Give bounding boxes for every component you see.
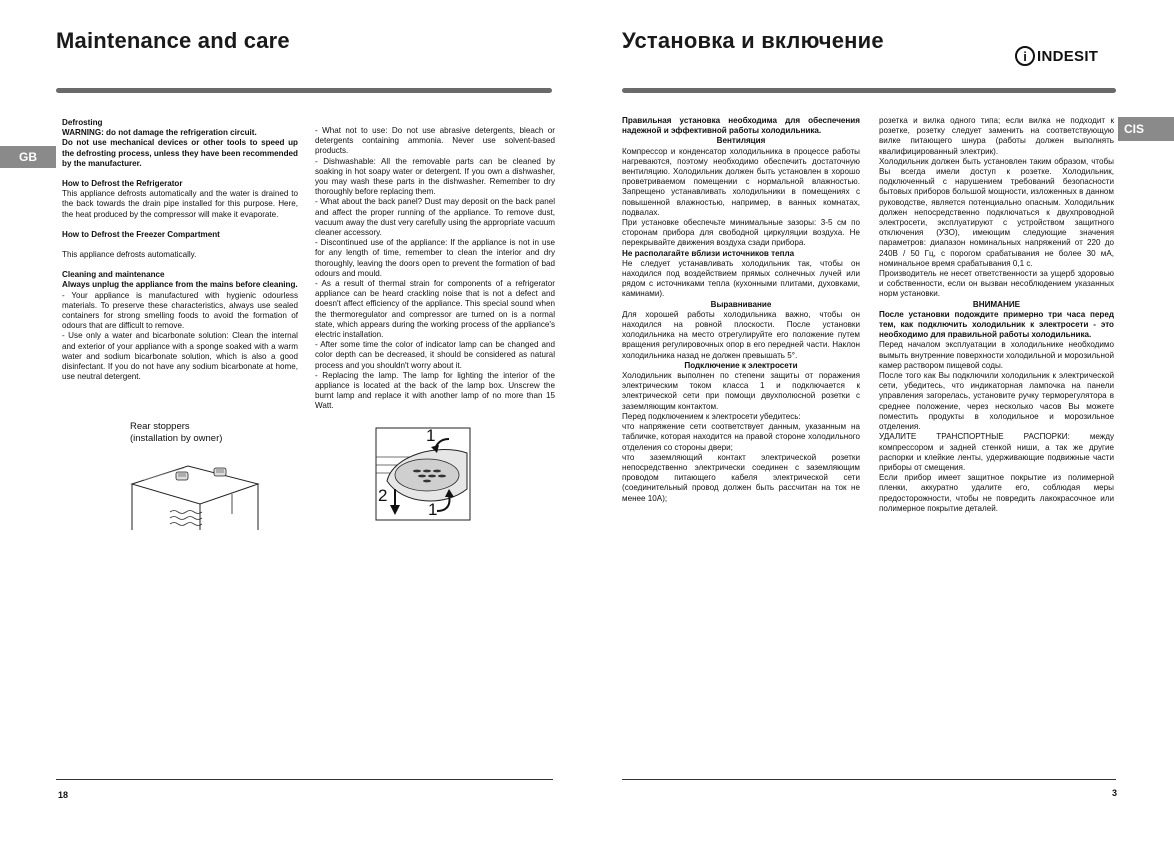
rear-stoppers-caption-line1: Rear stoppers bbox=[130, 421, 190, 432]
electric-connection-heading: Подключение к электросети bbox=[684, 360, 798, 370]
electric-connection-text: Холодильник выполнен по степени защиты от поражения электрическим током класса 1 и подключается к электрической сети при помощи двухполюсной розетки с заземляющим контактом. bbox=[622, 371, 860, 411]
heat-sources-text: Не следует устанавливать холодильник так, чтобы он находился под воздействием прямых солнечных лучей или рядом с источниками тепла (кухонными плитами, духовками, каминами). bbox=[622, 258, 860, 299]
grounding-check-text: что заземляющий контакт электрической розетки непосредственно электрически соединен с заземляющим проводом питающего кабеля электрической сети (соединительный провод должен быть рассчитан на ток не менее 10А); bbox=[622, 452, 860, 503]
before-connecting-text: Перед подключением к электросети убедитесь: bbox=[622, 411, 801, 421]
rear-stoppers-illustration bbox=[130, 444, 260, 532]
unplug-text: Always unplug the appliance from the mains before cleaning. bbox=[62, 280, 298, 290]
installation-intro: Правильная установка необходима для обеспечения надежной и эффективной работы холодильника. bbox=[622, 116, 860, 136]
discontinued-use-text: - Discontinued use of the appliance: If the appliance is not in use for any length of time, remember to clean the interior and dry thoroughly, leaving the doors open to prevent the formation of bad odours and mould. bbox=[315, 238, 555, 278]
placement-text: Холодильник должен быть установлен таким образом, чтобы Вы всегда имели доступ к розетке. Холодильник, подключенный с нарушением требований безопасности бытовых приборов большой мощности, изложенных в данном руководстве, является потенциально опасным. Холодильник должен непосредственно подключаться к двухпроводной электросети, эксплуатируют с устройством защитного отключения (УЗО), имеющим следующие значения параметров: диапазон номинальных напряжений от 220 до 240В / 50 Гц, с порогом срабатывания не более 30 мА, номинальное время срабатывания 0,1 с. bbox=[879, 156, 1114, 268]
after-connect-text: После того как Вы подключили холодильник к электрической сети, убедитесь, что индикаторная лампочка на панели управления загорелась, установите ручку терморегулятора в среднее положение, через несколько часов Вы можете поместить продукты в холодильное и морозильное отделения. bbox=[879, 371, 1114, 432]
freezer-defrost-heading: How to Defrost the Freezer Compartment bbox=[62, 229, 220, 239]
leveling-text: Для хорошей работы холодильника важно, чтобы он находился на ровной плоскости. После установки холодильника на место отрегулируйте его положение путем вращения регулировочных опор в его передней части. Наклон холодильника назад не должен превышать 5°. bbox=[622, 309, 860, 360]
footer-rule-right bbox=[622, 779, 1116, 780]
fridge-defrost-heading: How to Defrost the Refrigerator bbox=[62, 179, 183, 189]
fridge-defrost-text: This appliance defrosts automatically and the water is drained to the back towards the drain pipe installed for this purpose. Here, the heat produced by the compressor will make it evaporate. bbox=[62, 189, 298, 219]
left-column-1 bbox=[62, 118, 298, 382]
indicator-lamp-color-text: - After some time the color of indicator lamp can be changed and color depth can be decreased, it should be considered as natural process and you shouldn't worry about it. bbox=[315, 340, 555, 370]
liability-text: Производитель не несет ответственности за ущерб здоровью и собственности, если он вызван несоблюдением указанных норм установки. bbox=[879, 269, 1114, 299]
lamp-step-1-top: 1 bbox=[426, 426, 436, 445]
stopper-right-icon bbox=[214, 468, 226, 476]
wash-interior-text: Перед началом эксплуатации в холодильнике необходимо вымыть внутренние поверхности холодильной и морозильной камер раствором пищевой соды. bbox=[879, 340, 1114, 370]
dishwashable-text: - Dishwashable: All the removable parts can be cleaned by soaking in hot soapy water or detergent. If you own a dishwasher, you may wash these parts in the dishwasher. Remember to dry thoroughly before replacing them. bbox=[315, 156, 555, 197]
wait-before-connect-text: После установки подождите примерно три часа перед тем, как подключить холодильник к электросети - это необходимо для правильной работы холодильника. bbox=[879, 309, 1114, 340]
indesit-logo bbox=[1015, 44, 1098, 68]
footer-rule-left bbox=[56, 779, 553, 780]
replacing-lamp-text: - Replacing the lamp. The lamp for lighting the interior of the appliance is located at the back of the lamp box. Unscrew the burnt lamp and replace it with another lamp of no more than 15 Watt. bbox=[315, 370, 555, 411]
left-column-2 bbox=[315, 126, 555, 412]
right-column-2 bbox=[879, 116, 1114, 514]
leveling-heading: Выравнивание bbox=[710, 299, 772, 309]
attention-heading: ВНИМАНИЕ bbox=[972, 299, 1021, 309]
freezer-defrost-text: This appliance defrosts automatically. bbox=[62, 250, 197, 260]
title-rule-left bbox=[56, 88, 552, 93]
title-rule-right bbox=[622, 88, 1116, 93]
lamp-step-2: 2 bbox=[378, 486, 388, 505]
stopper-left-icon bbox=[176, 472, 188, 480]
water-bicarbonate-text: - Use only a water and bicarbonate solution: Clean the internal and exterior of your appliance with a sponge soaked with a warm water and sodium bicarbonate solution, which is also a good disinfectant. If you do not have any sodium bicarbonate at home, use neutral detergent. bbox=[62, 331, 298, 382]
page-title-left: Maintenance and care bbox=[56, 28, 290, 53]
page-title-right: Установка и включение bbox=[622, 28, 884, 53]
ventilation-heading: Вентиляция bbox=[716, 136, 766, 146]
voltage-check-text: что напряжение сети соответствует данным, указанным на табличке, которая находится на правой стороне холодильного отделения со стороны двери; bbox=[622, 422, 860, 452]
hygienic-text: - Your appliance is manufactured with hygienic odourless materials. To preserve these characteristics, always use sealed containers for strong smelling foods to avoid the formation of odours that are difficult to remove. bbox=[62, 290, 298, 331]
cleaning-heading: Cleaning and maintenance bbox=[62, 270, 165, 280]
right-column-1 bbox=[622, 116, 860, 504]
warning-text: WARNING: do not damage the refrigeration circuit. bbox=[62, 128, 257, 138]
indesit-logo-icon: i bbox=[1015, 46, 1035, 66]
ventilation-text: Компрессор и конденсатор холодильника в процессе работы нагреваются, поэтому необходимо обеспечить достаточную вентиляцию. Холодильник должен быть установлен в хорошо проветриваемом помещении с нормальной влажностью. Запрещено устанавливать холодильники в помещениях с повышенной влажностью, например, в ванных комнатах, подвалах. bbox=[622, 146, 860, 217]
lamp-step-1-bottom: 1 bbox=[428, 500, 438, 519]
thermal-strain-text: - As a result of thermal strain for components of a refrigerator appliance can be heard crackling noise that is not a defect and doesn't affect efficiency of the appliance. This special sound when the thermoregulator and compressor are turned on is a normal state, which appears during the working process of the appliance's electric installation. bbox=[315, 279, 555, 340]
rear-stoppers-caption bbox=[130, 421, 222, 444]
language-tab-gb: GB bbox=[0, 146, 56, 168]
plug-socket-text: розетка и вилка одного типа; если вилка не подходит к розетке, розетку следует заменить на соответствующую вилке питающего шнура (работы должен выполнять квалифицированный электрик). bbox=[879, 116, 1114, 156]
rear-stoppers-caption-line2: (installation by owner) bbox=[130, 432, 223, 444]
back-panel-text: - What about the back panel? Dust may deposit on the back panel and affect the proper running of the appliance. To remove dust, vacuum away the dust very carefully using the appropriate vacuum cleaner accessory. bbox=[315, 197, 555, 238]
gaps-text: При установке обеспечьте минимальные зазоры: 3-5 см по сторонам прибора для свободной циркуляции воздуха. Не перекрывайте движения воздуха сзади прибора. bbox=[622, 218, 860, 248]
language-tab-cis: CIS bbox=[1118, 117, 1174, 141]
indesit-logo-text: INDESIT bbox=[1037, 47, 1099, 65]
remove-spacers-text: УДАЛИТЕ ТРАНСПОРТНЫЕ РАСПОРКИ: между компрессором и задней стенкой ниши, а так же другие распорки и клейкие ленты, удерживающие подвижные части приборы от смещения. bbox=[879, 432, 1114, 472]
protective-film-text: Если прибор имеет защитное покрытие из полимерной пленки, аккуратно удалите его, соблюдая меры предосторожности, чтобы не повредить лакокрасочное или полимерное покрытие деталей. bbox=[879, 473, 1114, 513]
what-not-to-use-text: - What not to use: Do not use abrasive detergents, bleach or detergents containing ammonia. Never use solvent-based products. bbox=[315, 126, 555, 156]
page-number-left: 18 bbox=[58, 790, 69, 800]
page-number-right: 3 bbox=[1112, 788, 1118, 798]
lamp-replacement-illustration bbox=[375, 427, 471, 521]
no-mechanical-text: Do not use mechanical devices or other tools to speed up the defrosting process, unless they have been recommended by the manufacturer. bbox=[62, 138, 298, 168]
heat-sources-heading: Не располагайте вблизи источников тепла bbox=[622, 248, 795, 258]
defrost-heading: Defrosting bbox=[62, 118, 103, 127]
